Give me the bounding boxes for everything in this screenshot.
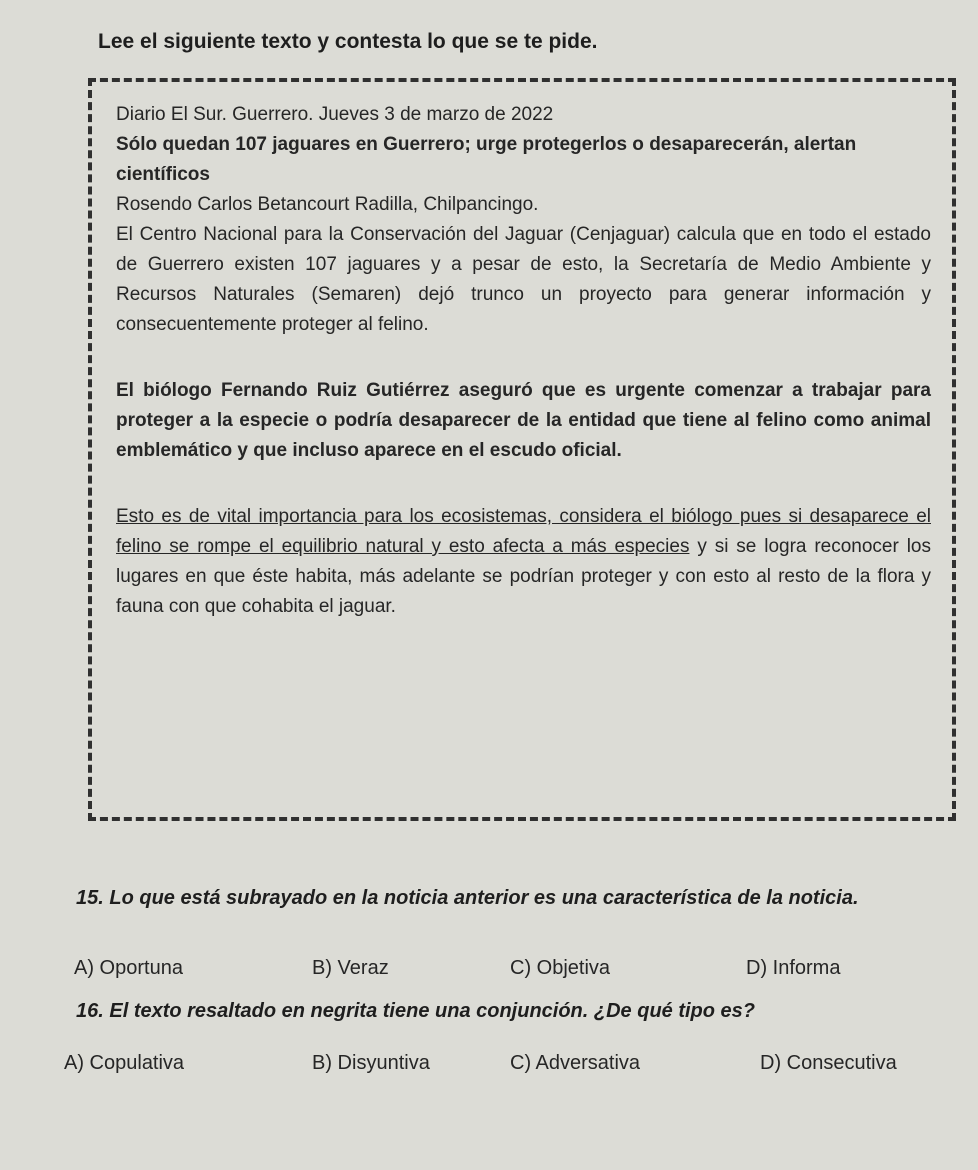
instruction-text: Lee el siguiente texto y contesta lo que se te pide. — [98, 30, 598, 53]
q16-option-c[interactable]: C) Adversativa — [510, 1052, 641, 1074]
article-source: Diario El Sur. Guerrero. Jueves 3 de marzo de 2022 — [116, 104, 554, 125]
q16-option-a[interactable]: A) Copulativa — [64, 1052, 185, 1074]
article-author: Rosendo Carlos Betancourt Radilla, Chilpancingo. — [116, 194, 539, 215]
q16-option-d[interactable]: D) Consecutiva — [760, 1052, 897, 1074]
paragraph-3-rest: y si se logra reconocer los lugares en que éste habita, más adelante se podrían proteger y con esto al resto de la flora y fauna con que cohabita el jaguar. — [116, 536, 931, 617]
q15-option-c[interactable]: C) Objetiva — [510, 957, 611, 979]
underlined-text: Esto es de vital importancia para los ecosistemas, considera el biólogo pues si desaparece el felino se rompe el equilibrio natural y esto afecta a más especies — [116, 506, 931, 557]
question-15: 15. Lo que está subrayado en la noticia anterior es una característica de la noticia. — [76, 887, 859, 909]
question-16: 16. El texto resaltado en negrita tiene una conjunción. ¿De qué tipo es? — [76, 1000, 756, 1022]
article-headline: Sólo quedan 107 jaguares en Guerrero; urge protegerlos o desaparecerán, alertan científicos — [116, 134, 857, 185]
news-article — [116, 100, 931, 658]
q15-option-d[interactable]: D) Informa — [746, 957, 841, 979]
article-paragraph-2-bold: El biólogo Fernando Ruiz Gutiérrez aseguró que es urgente comenzar a trabajar para proteger a la especie o podría desaparecer de la entidad que tiene al felino como animal emblemático y que incluso aparece en el escudo oficial. — [116, 380, 931, 461]
article-paragraph-1: El Centro Nacional para la Conservación del Jaguar (Cenjaguar) calcula que en todo el estado de Guerrero existen 107 jaguares y a pesar de esto, la Secretaría de Medio Ambiente y Recursos Naturales (Semaren) dejó trunco un proyecto para generar información y consecuentemente proteger al felino. — [116, 224, 931, 335]
q15-option-b[interactable]: B) Veraz — [312, 957, 389, 979]
q15-option-a[interactable]: A) Oportuna — [74, 957, 183, 979]
article-paragraph-3 — [116, 502, 931, 622]
q16-option-b[interactable]: B) Disyuntiva — [312, 1052, 430, 1074]
